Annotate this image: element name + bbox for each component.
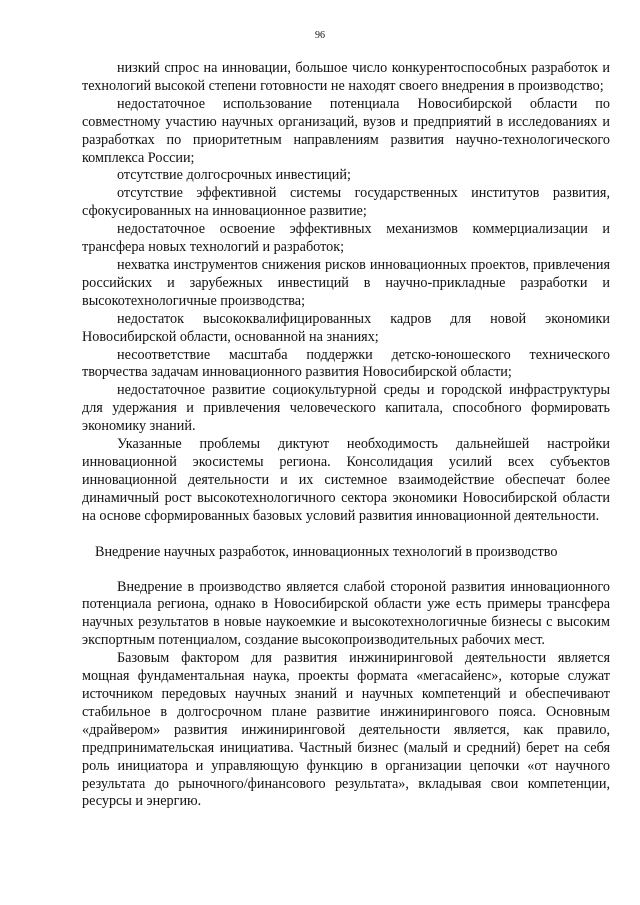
conclusion-paragraph: Указанные проблемы диктуют необходимость дальнейшей настройки инновационной экосистемы региона. Консолидация усилий всех субъектов инновационной деятельности и их системное взаимодействие обеспечат более динамичный рост высокотехнологичного сектора экономики Новосибирской области на основе сформированных базовых условий развития инновационной деятельности. [82, 436, 610, 524]
list-item-no-long-term-investment: отсутствие долгосрочных инвестиций; [117, 167, 351, 184]
page-number: 96 [315, 30, 325, 41]
document-body [82, 60, 610, 811]
list-item-commercialization: недостаточное освоение эффективных механизмов коммерциализации и трансфера новых технологий и разработок; [82, 221, 610, 256]
paragraph-engineering: Базовым фактором для развития инжиниринговой деятельности является мощная фундаментальная наука, проекты формата «мегасайенс», которые служат источником передовых научных знаний и научных компетенций и обеспечивают стабильное в долгосрочном плане развитие инжинирингового пояса. Основным «драйвером» развития инжиниринговой деятельности является, как правило, предпринимательская инициатива. Частный бизнес (малый и средний) берет на себя роль инициатора и управляющую функцию в организации цепочки «от научного результата до рыночного/финансового результата», вкладывая свои компетенции, ресурсы и энергию. [82, 650, 610, 810]
list-item-no-development-institutions: отсутствие эффективной системы государственных институтов развития, сфокусированных на инновационное развитие; [82, 185, 610, 220]
list-item-youth-creativity: несоответствие масштаба поддержки детско-юношеского технического творчества задачам инновационного развития Новосибирской области; [82, 346, 610, 381]
paragraph-implementation: Внедрение в производство является слабой стороной развития инновационного потенциала региона, однако в Новосибирской области уже есть примеры трансфера научных результатов в новые наукоемкие и высокотехнологичные бизнесы с высоким экспортным потенциалом, создание высокопроизводительных рабочих мест. [82, 578, 610, 649]
list-item-low-demand: низкий спрос на инновации, большое число конкурентоспособных разработок и технологий высокой степени готовности не находят своего внедрения в производство; [82, 60, 610, 94]
section-heading: Внедрение научных разработок, инновационных технологий в производство [95, 543, 558, 560]
list-item-sociocultural-environment: недостаточное развитие социокультурной среды и городской инфраструктуры для удержания и привлечения человеческого капитала, способного формировать экономику знаний. [82, 382, 610, 435]
list-item-insufficient-cooperation: недостаточное использование потенциала Новосибирской области по совместному участию научных организаций, вузов и предприятий в исследованиях и разработках по приоритетным направлениям развития научно-технологического комплекса России; [82, 95, 610, 166]
list-item-risk-instruments: нехватка инструментов снижения рисков инновационных проектов, привлечения российских и зарубежных инвестиций в научно-прикладные разработки и высокотехнологичные производства; [82, 256, 610, 309]
list-item-qualified-staff: недостаток высококвалифицированных кадров для новой экономики Новосибирской области, основанной на знаниях; [82, 310, 610, 345]
